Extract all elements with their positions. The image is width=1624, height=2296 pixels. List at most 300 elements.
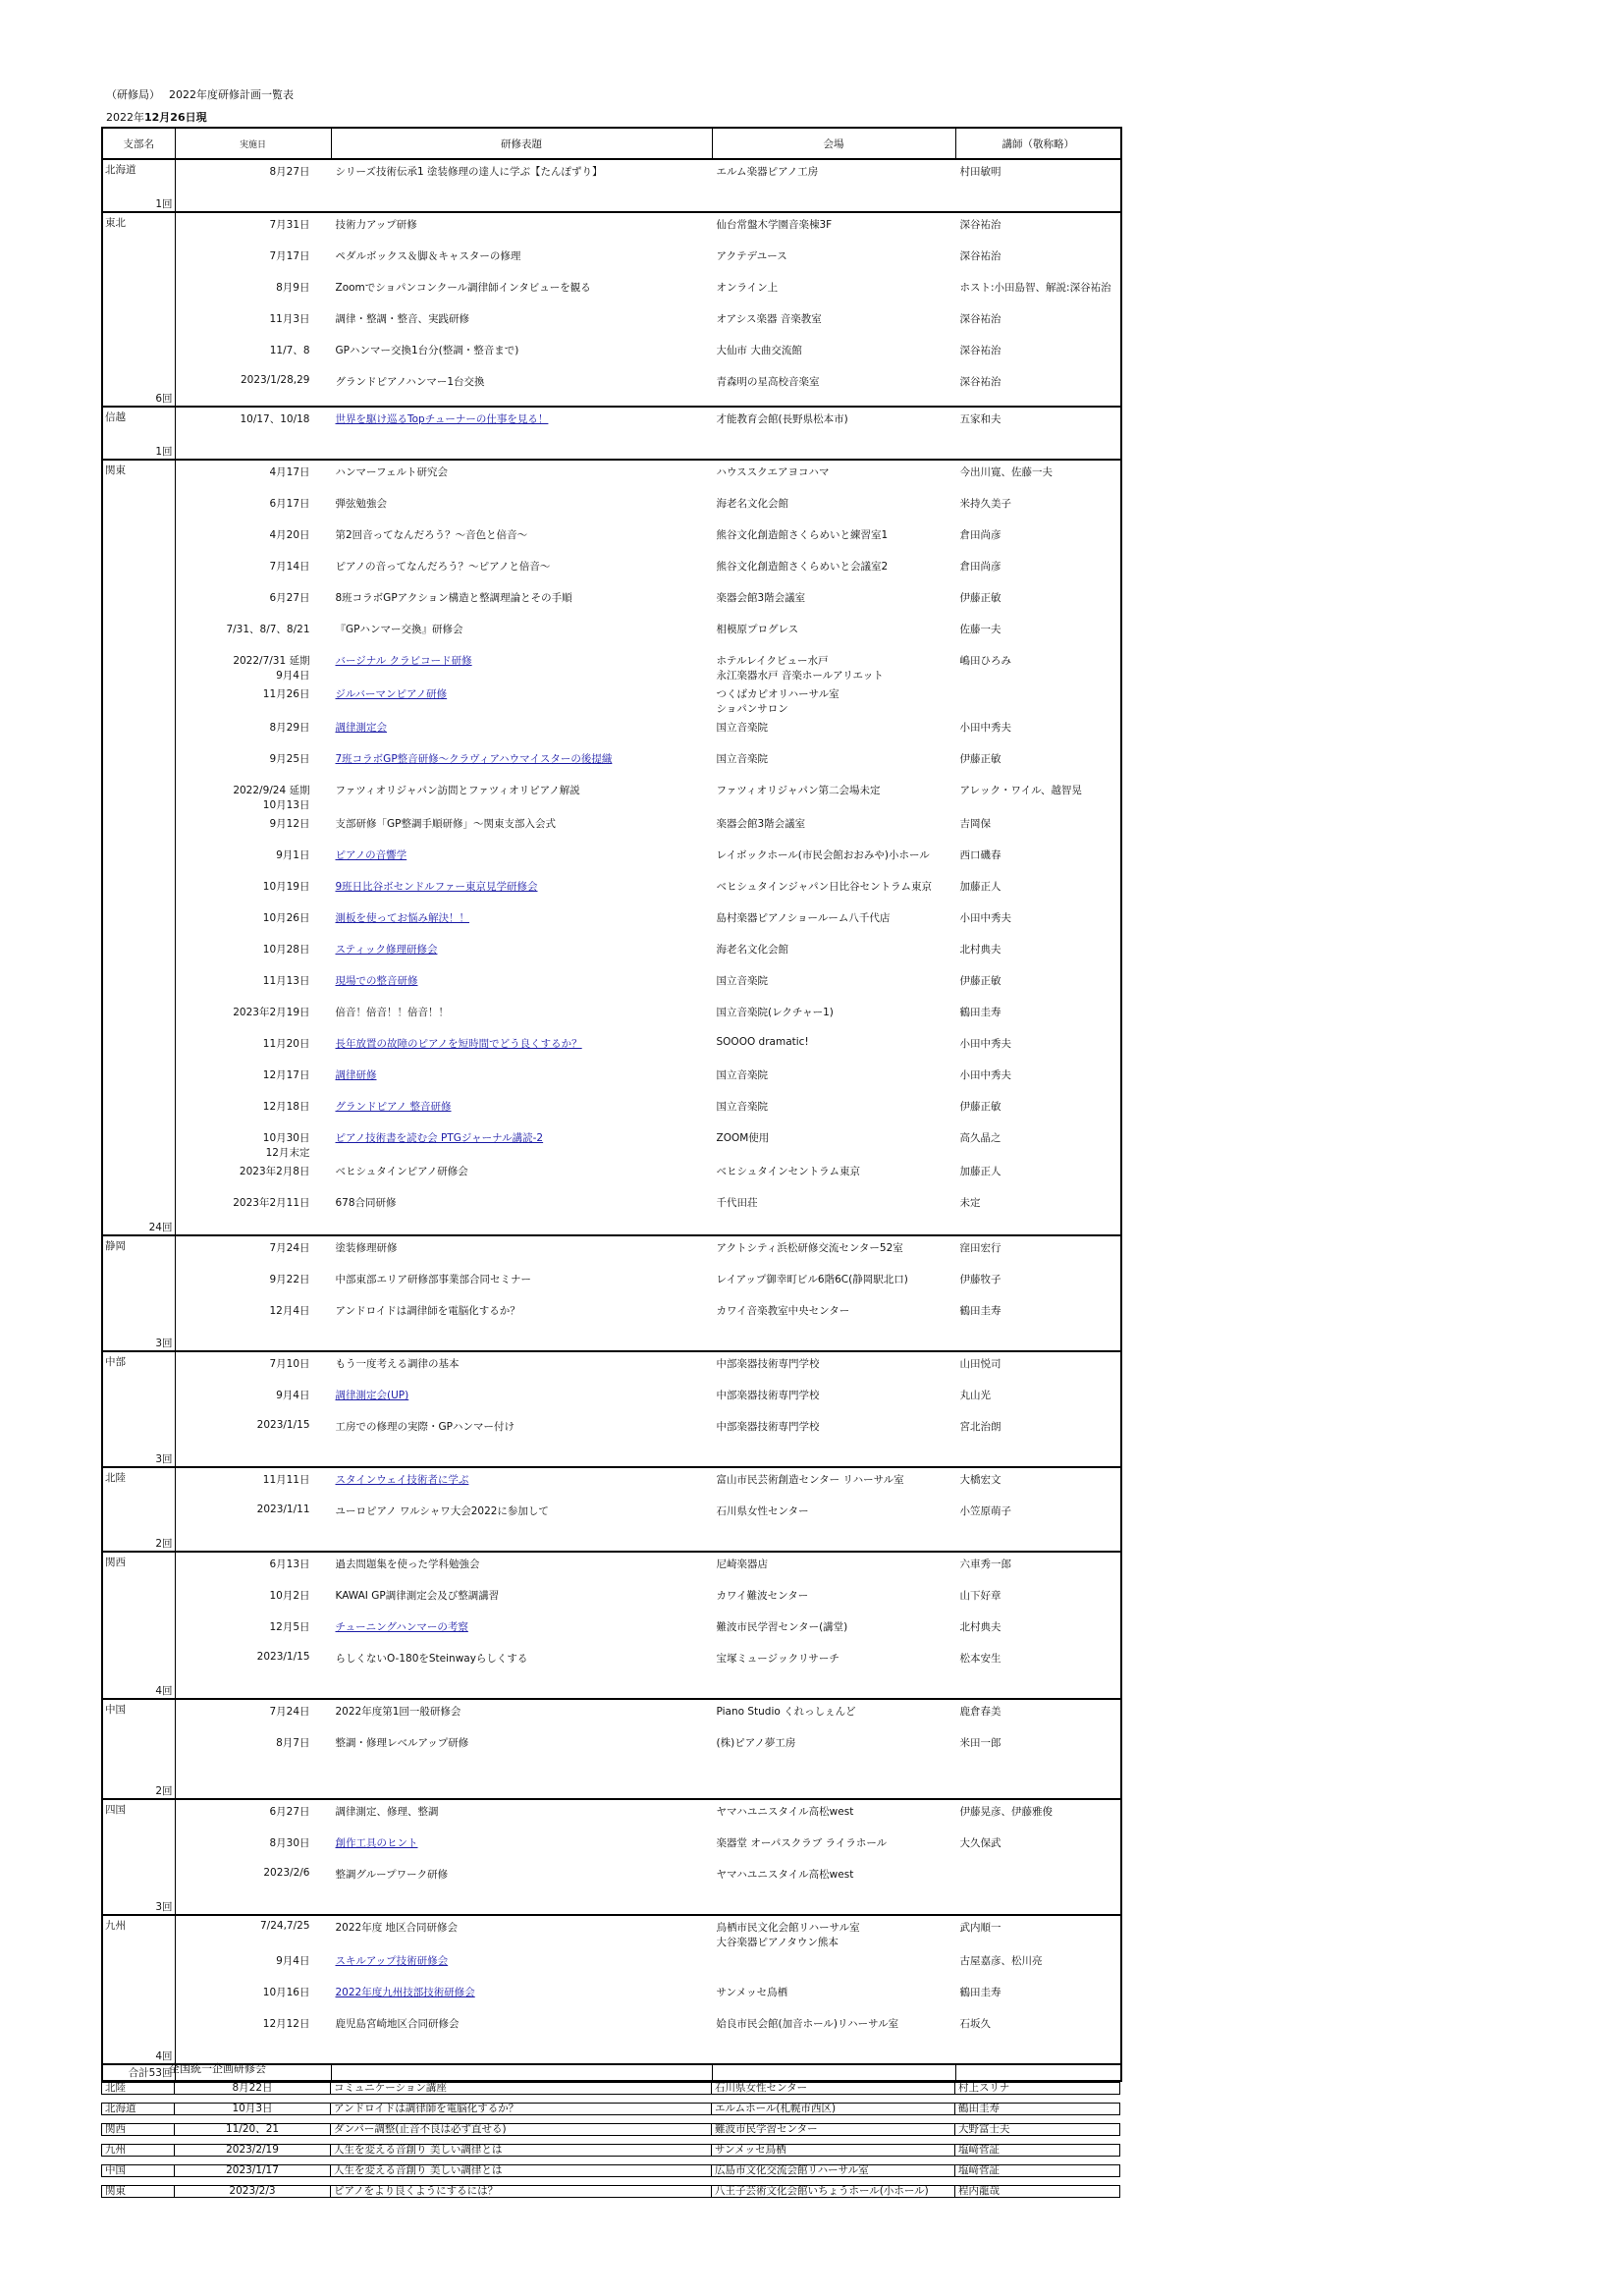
list-item	[176, 716, 1121, 747]
lecturer-cell: 伊藤晃彦、伊藤雅俊	[959, 1806, 1053, 1818]
date-cell: 12月18日	[262, 1101, 310, 1113]
venue-cell: ヤマハユニスタイル高松west	[716, 1806, 854, 1818]
venue-cell: サンメッセ鳥栖	[716, 1987, 788, 1998]
topic-cell: 塗装修理研修	[335, 1242, 398, 1254]
list-item	[176, 492, 1121, 523]
national-venue: 石川県女性センター	[711, 2082, 954, 2095]
topic-cell: ペダルボックス＆脚＆キャスターの修理	[335, 250, 521, 262]
date-cell: 8月27日	[269, 166, 310, 178]
list-item	[176, 555, 1121, 586]
list-item	[176, 1032, 1121, 1064]
national-branch: 関西	[101, 2123, 174, 2136]
list-item	[176, 844, 1121, 875]
list-item	[176, 1500, 1121, 1531]
lecturer-cell: 伊藤正敏	[959, 975, 1001, 987]
national-date: 8月22日	[174, 2082, 330, 2095]
venue-cell: 楽器堂 オーパスクラブ ライラホール	[716, 1837, 888, 1849]
lecturer-cell: 武内順一	[959, 1922, 1001, 1934]
national-venue: 広島市文化交流会館リハーサル室	[711, 2164, 954, 2177]
date-cell: 6月27日	[269, 1806, 310, 1818]
lecturer-cell: 鶴田圭寿	[959, 1007, 1001, 1018]
list-item	[176, 1352, 1121, 1384]
department-label: （研修局）	[106, 88, 160, 101]
lecturer-cell: 深谷祐治	[959, 345, 1001, 356]
topic-cell[interactable]: 創作工具のヒント	[335, 1837, 418, 1849]
venue-cell: 大仙市 大曲交流館	[716, 345, 802, 356]
venue-cell: つくばカピオリハーサル室 ショパンサロン	[716, 688, 839, 715]
list-item	[176, 969, 1121, 1001]
lecturer-cell	[956, 1863, 1121, 1867]
branch-count: 3回	[155, 1338, 173, 1349]
lecturer-cell: 鶴田圭寿	[959, 1305, 1001, 1317]
date-cell: 4月20日	[269, 529, 310, 541]
list-item	[176, 408, 1121, 439]
branch-count: 1回	[155, 446, 173, 458]
topic-cell: 支部研修「GP整調手順研修」〜関東支部入会式	[335, 818, 556, 830]
col-date: 実施日	[175, 128, 331, 159]
venue-cell: オアシス楽器 音楽教室	[716, 313, 822, 325]
lecturer-cell: 深谷祐治	[959, 313, 1001, 325]
national-row	[101, 2103, 1120, 2115]
national-branch: 北海道	[101, 2103, 174, 2115]
topic-cell[interactable]: グランドピアノ 整音研修	[335, 1101, 452, 1113]
lecturer-cell: 小田中秀夫	[959, 1069, 1011, 1081]
date-cell: 2023年2月19日	[233, 1007, 310, 1018]
lecturer-cell: 嶋田ひろみ	[959, 655, 1011, 667]
date-cell: 7/24,7/25	[260, 1920, 310, 1932]
list-item	[176, 276, 1121, 307]
list-item	[176, 618, 1121, 649]
list-item	[176, 245, 1121, 276]
venue-cell: 海老名文化会館	[716, 944, 788, 956]
national-lecturer: 塩﨑菅証	[954, 2144, 1120, 2157]
lecturer-cell: 小田中秀夫	[959, 722, 1011, 734]
list-item	[176, 213, 1121, 245]
topic-cell: 工房での修理の実際・GPハンマー付け	[335, 1421, 514, 1433]
lecturer-cell: 佐藤一夫	[959, 624, 1001, 635]
branch-cell	[102, 1351, 175, 1467]
branch-items	[175, 407, 1121, 460]
venue-cell: 富山市民芸術創造センター リハーサル室	[716, 1474, 904, 1486]
venue-cell: ZOOM使用	[716, 1132, 770, 1144]
national-topic: ピアノをより良くようにするには？	[330, 2185, 711, 2198]
topic-cell[interactable]: ジルバーマンピアノ研修	[335, 688, 448, 700]
topic-cell[interactable]: ピアノの音響学	[335, 849, 407, 861]
venue-cell: SOOOO dramatic!	[716, 1036, 809, 1048]
list-item	[176, 2012, 1121, 2044]
topic-cell[interactable]: 調律研修	[335, 1069, 377, 1081]
date-cell: 8月9日	[276, 282, 310, 294]
date-cell: 2023年2月11日	[233, 1197, 310, 1209]
branch-row	[102, 1799, 1121, 1915]
national-venue: サンメッセ鳥栖	[711, 2144, 954, 2157]
venue-cell: 熊谷文化創造館さくらめいと練習室1	[716, 529, 889, 541]
topic-cell: 鹿児島宮崎地区合同研修会	[335, 2018, 460, 2030]
venue-cell: 国立音楽院	[716, 753, 768, 765]
venue-cell: 中部楽器技術専門学校	[716, 1390, 820, 1401]
document-title: 2022年度研修計画一覧表	[169, 88, 294, 101]
lecturer-cell: 大橋宏文	[959, 1474, 1001, 1486]
topic-cell[interactable]: 2022年度九州技部技術研修会	[335, 1987, 475, 1998]
national-date: 2023/1/17	[174, 2164, 330, 2177]
topic-cell: 調律測定、修理、整調	[335, 1806, 439, 1818]
lecturer-cell: 小笠原萌子	[959, 1505, 1011, 1517]
date-cell: 10月26日	[262, 912, 310, 924]
lecturer-cell: 丸山光	[959, 1390, 991, 1401]
list-item	[176, 1863, 1121, 1894]
venue-cell: 宝塚ミュージックリサーチ	[716, 1653, 839, 1665]
list-item	[176, 1001, 1121, 1032]
list-item	[176, 1384, 1121, 1415]
branch-items	[175, 460, 1121, 1235]
date-cell: 11月13日	[262, 975, 310, 987]
date-cell: 10月19日	[262, 881, 310, 893]
date-cell: 2023年2月8日	[239, 1166, 310, 1177]
venue-cell: アクテデユース	[716, 250, 787, 262]
national-date: 2023/2/19	[174, 2144, 330, 2157]
topic-cell: もう一度考える調律の基本	[335, 1358, 460, 1370]
date-cell: 2023/2/6	[263, 1867, 310, 1879]
date-cell: 11/7、8	[269, 345, 310, 356]
topic-cell: 整調・修理レベルアップ研修	[335, 1737, 469, 1749]
topic-cell[interactable]: スティック修理研修会	[335, 944, 438, 956]
venue-cell: 国立音楽院	[716, 975, 768, 987]
lecturer-cell: 鶴田圭寿	[959, 1987, 1001, 1998]
date-cell: 7月17日	[269, 250, 310, 262]
branch-items	[175, 1915, 1121, 2064]
list-item	[176, 649, 1121, 683]
list-item	[176, 1647, 1121, 1678]
topic-cell[interactable]: 調律測定会(UP)	[335, 1390, 409, 1401]
lecturer-cell: 北村典夫	[959, 944, 1001, 956]
national-date: 11/20、21	[174, 2123, 330, 2136]
list-item	[176, 1981, 1121, 2012]
venue-cell: カワイ音楽教室中央センター	[716, 1305, 850, 1317]
lecturer-cell: 六車秀一郎	[959, 1558, 1011, 1570]
date-cell: 6月27日	[269, 592, 310, 604]
list-item	[176, 1095, 1121, 1126]
branch-cell	[102, 159, 175, 212]
lecturer-cell: 深谷祐治	[959, 376, 1001, 388]
branch-row	[102, 1467, 1121, 1552]
venue-cell: 姶良市民会館(加音ホール)リハーサル室	[716, 2018, 899, 2030]
venue-cell: 石川県女性センター	[716, 1505, 809, 1517]
date-cell: 2023/1/28,29	[240, 374, 310, 386]
topic-cell[interactable]: 9班日比谷ボセンドルファー東京見学研修会	[335, 881, 538, 893]
list-item	[176, 1831, 1121, 1863]
date-cell: 7月10日	[269, 1358, 310, 1370]
lecturer-cell: アレック・ワイル、越智晃	[959, 785, 1082, 796]
date-cell: 2023/1/15	[256, 1651, 310, 1663]
branch-row	[102, 1915, 1121, 2064]
lecturer-cell: 鹿倉春美	[959, 1706, 1001, 1718]
date-cell: 8月7日	[276, 1737, 310, 1749]
col-topic: 研修表題	[331, 128, 712, 159]
list-item	[176, 1064, 1121, 1095]
national-row	[101, 2164, 1120, 2177]
branch-count: 6回	[155, 393, 173, 405]
topic-cell: KAWAI GP調律測定会及び整調講習	[335, 1590, 500, 1602]
branch-name: 北陸	[105, 1472, 126, 1484]
branch-cell	[102, 212, 175, 407]
list-item	[176, 683, 1121, 716]
topic-cell: 8班コラボGPアクション構造と整調理論とその手順	[335, 592, 572, 604]
national-lecturer: 塩﨑菅証	[954, 2164, 1120, 2177]
list-item	[176, 1584, 1121, 1615]
list-item	[176, 1916, 1121, 1949]
branch-items	[175, 1467, 1121, 1552]
list-item	[176, 523, 1121, 555]
venue-cell: エルム楽器ピアノ工房	[716, 166, 819, 178]
venue-cell: カワイ難波センター	[716, 1590, 809, 1602]
topic-cell: 中部東部エリア研修部事業部合同セミナー	[335, 1274, 531, 1285]
list-item	[176, 1731, 1121, 1763]
lecturer-cell: 吉岡保	[959, 818, 991, 830]
header-row	[102, 128, 1121, 159]
topic-cell[interactable]: チューニングハンマーの考察	[335, 1621, 468, 1633]
branch-items	[175, 212, 1121, 407]
venue-cell: (株)ピアノ夢工房	[716, 1737, 796, 1749]
date-cell: 9月25日	[269, 753, 310, 765]
date-cell: 9月22日	[269, 1274, 310, 1285]
lecturer-cell: 石坂久	[959, 2018, 991, 2030]
topic-cell[interactable]: スタインウェイ技術者に学ぶ	[335, 1474, 469, 1486]
list-item	[176, 1700, 1121, 1731]
topic-cell: 『GPハンマー交換』研修会	[335, 624, 463, 635]
topic-cell: シリーズ技術伝承1 塗装修理の達人に学ぶ【たんぽずり】	[335, 166, 603, 178]
date-cell: 10月2日	[269, 1590, 310, 1602]
lecturer-cell: 伊藤牧子	[959, 1274, 1001, 1285]
branch-name: 四国	[105, 1804, 126, 1816]
national-lecturer: 程内龍哉	[954, 2185, 1120, 2198]
date-cell: 11月11日	[262, 1474, 310, 1486]
date-cell: 2023/1/11	[256, 1503, 310, 1515]
national-date: 10月3日	[174, 2103, 330, 2115]
national-table	[101, 2074, 1120, 2206]
branch-count: 4回	[155, 1685, 173, 1697]
lecturer-cell: 深谷祐治	[959, 219, 1001, 231]
topic-cell[interactable]: 長年放置の故障のピアノを短時間でどう良くするか？	[335, 1038, 582, 1050]
date-cell: 2022/9/24 延期 10月13日	[233, 785, 310, 811]
list-item	[176, 1299, 1121, 1331]
topic-cell[interactable]: 世界を駆け巡るTopチューナーの仕事を見る！	[335, 413, 549, 425]
national-row	[101, 2123, 1120, 2136]
venue-cell: 中部楽器技術専門学校	[716, 1358, 820, 1370]
topic-cell[interactable]: スキルアップ技術研修会	[335, 1955, 449, 1967]
branch-name: 信越	[105, 411, 126, 423]
venue-cell: ベヒシュタインセントラム東京	[716, 1166, 860, 1177]
topic-cell: 倍音！倍音！！倍音！！	[335, 1007, 449, 1018]
date-cell: 9月4日	[276, 1390, 310, 1401]
venue-cell: 相模原プログレス	[716, 624, 799, 635]
col-venue: 会場	[712, 128, 955, 159]
lecturer-cell: 北村典夫	[959, 1621, 1001, 1633]
lecturer-cell: 倉田尚彦	[959, 561, 1001, 573]
branch-name: 関西	[105, 1557, 126, 1568]
list-item	[176, 1191, 1121, 1223]
date-cell: 4月17日	[269, 466, 310, 478]
venue-cell: レイボックホール(市民会館おおみや)小ホール	[716, 849, 930, 861]
lecturer-cell: 伊藤正敏	[959, 1101, 1001, 1113]
as-of-year: 2022年	[106, 111, 144, 124]
date-cell: 9月12日	[269, 818, 310, 830]
venue-cell: 千代田荘	[716, 1197, 758, 1209]
lecturer-cell: 深谷祐治	[959, 250, 1001, 262]
branch-cell	[102, 1552, 175, 1699]
venue-cell: 難波市民学習センター(講堂)	[716, 1621, 848, 1633]
topic-cell[interactable]: バージナル クラビコード研修	[335, 655, 472, 667]
topic-cell: 技術力アップ研修	[335, 219, 417, 231]
lecturer-cell: 未定	[959, 1197, 981, 1209]
topic-cell: 2022年度第1回一般研修会	[335, 1706, 461, 1718]
branch-name: 中国	[105, 1704, 126, 1716]
lecturer-cell: 小田中秀夫	[959, 1038, 1011, 1050]
lecturer-cell: 高久晶之	[959, 1132, 1001, 1144]
date-cell: 8月30日	[269, 1837, 310, 1849]
lecturer-cell: 大久保武	[959, 1837, 1001, 1849]
topic-cell: ピアノの音ってなんだろう？〜ピアノと倍音〜	[335, 561, 551, 573]
date-cell: 11月3日	[269, 313, 310, 325]
branch-items	[175, 1799, 1121, 1915]
branch-count: 2回	[155, 1538, 173, 1550]
date-cell: 10月16日	[262, 1987, 310, 1998]
branch-cell	[102, 460, 175, 1235]
venue-cell: 尼崎楽器店	[716, 1558, 768, 1570]
national-topic: ダンパー調整(止音不良は必ず直せる)	[330, 2123, 711, 2136]
date-cell: 12月12日	[262, 2018, 310, 2030]
topic-cell: 調律・整調・整音、実践研修	[335, 313, 469, 325]
topic-cell[interactable]: 測板を使ってお悩み解決！！	[335, 912, 469, 924]
date-cell: 10/17、10/18	[240, 413, 310, 425]
branch-row	[102, 1699, 1121, 1799]
lecturer-cell: ホスト:小田島智、解説:深谷祐治	[959, 282, 1111, 294]
list-item	[176, 586, 1121, 618]
venue-cell: ハウススクエアヨコハマ	[716, 466, 830, 478]
national-branch: 中国	[101, 2164, 174, 2177]
date-cell: 7月24日	[269, 1242, 310, 1254]
lecturer-cell: 米持久美子	[959, 498, 1011, 510]
lecturer-cell: 五家和夫	[959, 413, 1001, 425]
national-branch: 関東	[101, 2185, 174, 2198]
branch-items	[175, 1699, 1121, 1799]
date-cell: 7/31、8/7、8/21	[226, 624, 310, 635]
topic-cell: 678合同研修	[335, 1197, 397, 1209]
national-venue: 八王子芸術文化会館いちょうホール(小ホール)	[711, 2185, 954, 2198]
list-item	[176, 339, 1121, 370]
list-item	[176, 1160, 1121, 1191]
date-cell: 12月4日	[269, 1305, 310, 1317]
branch-count: 2回	[155, 1785, 173, 1797]
lecturer-cell: 山田悦司	[959, 1358, 1001, 1370]
topic-cell: 弾弦勉強会	[335, 498, 387, 510]
branch-cell	[102, 407, 175, 460]
lecturer-cell: 加藤正人	[959, 1166, 1001, 1177]
venue-cell: 島村楽器ピアノショールーム八千代店	[716, 912, 891, 924]
venue-cell: ホテルレイクビュー水戸 永江楽器水戸 音楽ホールアリエット	[716, 655, 884, 682]
topic-cell: アンドロイドは調律師を電脳化するか？	[335, 1305, 520, 1317]
topic-cell: 2022年度 地区合同研修会	[335, 1922, 459, 1934]
date-cell: 2023/1/15	[256, 1419, 310, 1431]
list-item	[176, 307, 1121, 339]
branch-count: 3回	[155, 1453, 173, 1465]
branch-row	[102, 1235, 1121, 1351]
lecturer-cell: 西口磯春	[959, 849, 1001, 861]
national-topic: コミュニケーション講座	[330, 2082, 711, 2095]
list-item	[176, 747, 1121, 779]
branch-row	[102, 212, 1121, 407]
branch-count: 4回	[155, 2050, 173, 2062]
list-item	[176, 779, 1121, 812]
list-item	[176, 906, 1121, 938]
venue-cell: レイアップ御幸町ビル6階6C(静岡駅北口)	[716, 1274, 908, 1285]
venue-cell: オンライン上	[716, 282, 779, 294]
date-cell: 7月31日	[269, 219, 310, 231]
venue-cell: 楽器会館3階会議室	[716, 592, 806, 604]
venue-cell	[713, 1949, 956, 1953]
topic-cell[interactable]: 現場での整音研修	[335, 975, 418, 987]
branch-row	[102, 460, 1121, 1235]
date-cell: 10月28日	[262, 944, 310, 956]
list-item	[176, 461, 1121, 492]
branch-name: 九州	[105, 1920, 126, 1932]
venue-cell: 青森明の星高校音楽室	[716, 376, 820, 388]
list-item	[176, 370, 1121, 402]
list-item	[176, 1949, 1121, 1981]
col-branch: 支部名	[102, 128, 175, 159]
topic-cell[interactable]: 調律測定会	[335, 722, 387, 734]
national-title: 全国統一企画研修会	[169, 2062, 266, 2075]
list-item	[176, 812, 1121, 844]
venue-cell: 国立音楽院	[716, 1101, 768, 1113]
lecturer-cell: 伊藤正敏	[959, 592, 1001, 604]
lecturer-cell: 加藤正人	[959, 881, 1001, 893]
lecturer-cell: 山下好章	[959, 1590, 1001, 1602]
topic-cell[interactable]: 7班コラボGP整音研修〜クラヴィアハウマイスターの後提織	[335, 753, 613, 765]
branch-cell	[102, 1915, 175, 2064]
lecturer-cell: 古屋嘉彦、松川亮	[959, 1955, 1043, 1967]
branch-name: 中部	[105, 1356, 126, 1368]
topic-cell: ユーロピアノ ワルシャワ大会2022に参加して	[335, 1505, 549, 1517]
topic-cell[interactable]: ピアノ技術書を読む会 PTGジャーナル講読-2	[335, 1132, 544, 1144]
national-topic: 人生を変える音創り 美しい調律とは	[330, 2164, 711, 2177]
branch-name: 東北	[105, 217, 126, 229]
national-row	[101, 2082, 1120, 2095]
venue-cell: 国立音楽院	[716, 1069, 768, 1081]
venue-cell: 仙台常盤木学園音楽棟3F	[716, 219, 833, 231]
date-cell: 11月20日	[262, 1038, 310, 1050]
branch-items	[175, 1235, 1121, 1351]
national-row	[101, 2144, 1120, 2157]
list-item	[176, 1468, 1121, 1500]
total-count: 合計53回	[102, 2064, 175, 2081]
lecturer-cell: 村田敏明	[959, 166, 1001, 178]
venue-cell: 才能教育会館(長野県松本市)	[716, 413, 848, 425]
schedule-table	[101, 127, 1122, 2082]
venue-cell: 国立音楽院(レクチャー1)	[716, 1007, 834, 1018]
branch-cell	[102, 1699, 175, 1799]
date-cell: 9月4日	[276, 1955, 310, 1967]
branch-items	[175, 1552, 1121, 1699]
topic-cell: 第2回音ってなんだろう？〜音色と倍音〜	[335, 529, 528, 541]
date-cell: 6月17日	[269, 498, 310, 510]
date-cell: 2022/7/31 延期 9月4日	[233, 655, 310, 682]
national-topic: 人生を変える音創り 美しい調律とは	[330, 2144, 711, 2157]
national-lecturer: 村上スリナ	[954, 2082, 1120, 2095]
branch-cell	[102, 1467, 175, 1552]
branch-row	[102, 407, 1121, 460]
list-item	[176, 875, 1121, 906]
date-cell: 11月26日	[262, 688, 310, 700]
